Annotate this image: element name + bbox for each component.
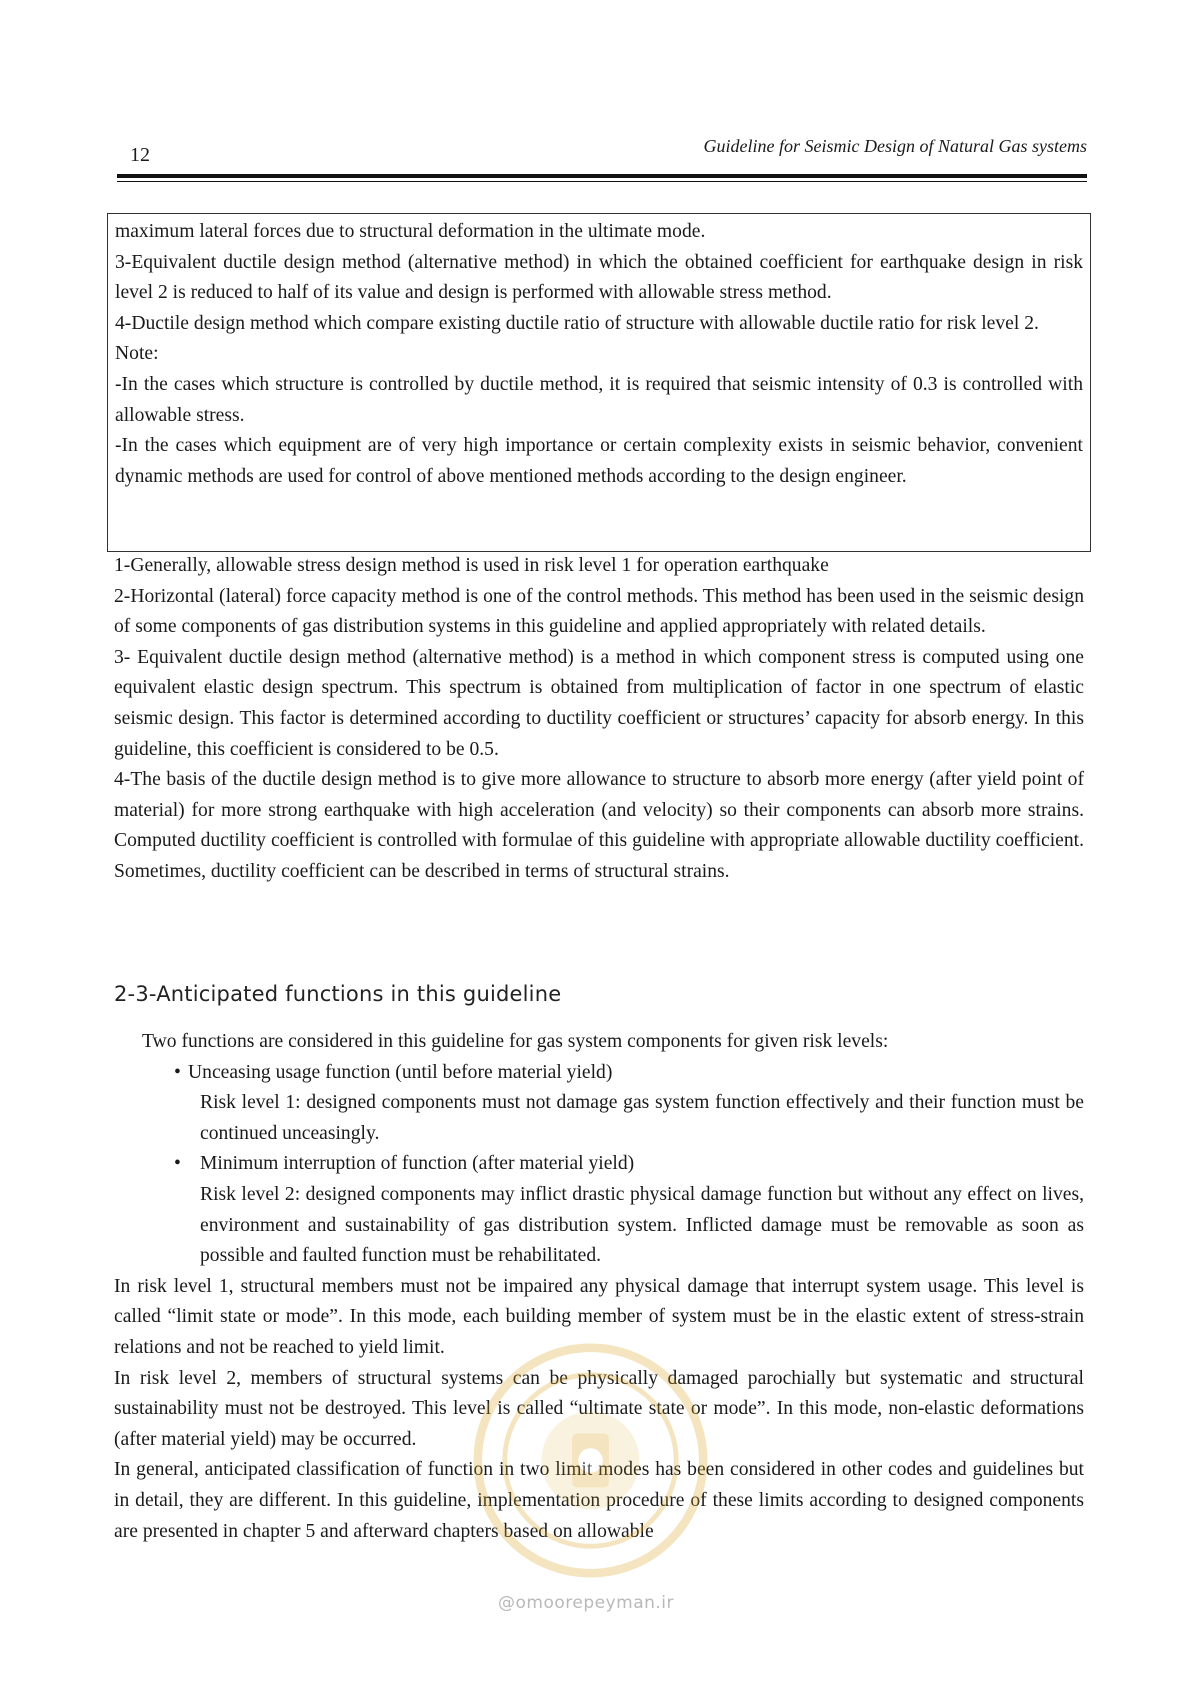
section-lead: Two functions are considered in this guideline for gas system components for given risk levels: <box>142 1031 889 1052</box>
boxed-line: 3-Equivalent ductile design method (alternative method) in which the obtained coefficient for earthquake design in risk level 2 is reduced to half of its value and design is performed with allowable stress method. <box>115 251 1083 304</box>
running-title: Guideline for Seismic Design of Natural Gas systems <box>703 136 1087 156</box>
bullet-icon: • <box>174 1061 181 1083</box>
method-paragraphs <box>114 551 1084 888</box>
paragraph: 2-Horizontal (lateral) force capacity method is one of the control methods. This method has been used in the seismic design of some components of gas distribution systems in this guideline and applied appropriately with related details. <box>114 585 1084 638</box>
boxed-line: maximum lateral forces due to structural deformation in the ultimate mode. <box>115 221 706 242</box>
paragraph: In risk level 1, structural members must not be impaired any physical damage that interrupt system usage. This level is called “limit state or mode”. In this mode, each building member of system must be in the elastic extent of stress-strain relations and not be reached to yield limit. <box>114 1275 1084 1358</box>
boxed-note-label: Note: <box>115 343 159 365</box>
paragraph: 3- Equivalent ductile design method (alternative method) is a method in which component stress is computed using one equivalent elastic design spectrum. This spectrum is obtained from multiplication of factor in one spectrum of elastic seismic design. This factor is determined according to ductility coefficient or structures’ capacity for absorb energy. In this guideline, this coefficient is considered to be 0.5. <box>114 646 1084 760</box>
header-rule-thin <box>117 181 1087 182</box>
paragraph: In risk level 2, members of structural systems can be physically damaged parochially but systematic and structural sustainability must not be destroyed. This level is called “ultimate state or mode”. In this mode, non-elastic deformations (after material yield) may be occurred. <box>114 1367 1084 1450</box>
section-heading: 2-3-Anticipated functions in this guideline <box>114 982 562 1006</box>
paragraph: 1-Generally, allowable stress design method is used in risk level 1 for operation earthquake <box>114 555 829 576</box>
functions-section <box>114 1027 1084 1547</box>
bullet-body: Risk level 2: designed components may inflict drastic physical damage function but without any effect on lives, environment and sustainability of gas distribution system. Inflicted damage must be removable as soon as possible and faulted function must be rehabilitated. <box>200 1183 1084 1267</box>
header-rule-thick <box>117 174 1087 178</box>
boxed-line: -In the cases which structure is controlled by ductile method, it is required that seismic intensity of 0.3 is controlled with allowable stress. <box>115 373 1083 426</box>
paragraph: 4-The basis of the ductile design method is to give more allowance to structure to absorb more energy (after yield point of material) for more strong earthquake with high acceleration (and velocity) so their components can absorb more strains. Computed ductility coefficient is controlled with formulae of this guideline with appropriate allowable ductility coefficient. Sometimes, ductility coefficient can be described in terms of structural strains. <box>114 769 1084 882</box>
page-number: 12 <box>130 144 150 166</box>
bullet-item <box>114 1058 1084 1089</box>
bullet-title: Unceasing usage function (until before material yield) <box>188 1061 613 1083</box>
bullet-title: Minimum interruption of function (after material yield) <box>200 1153 635 1175</box>
bullet-body: Risk level 1: designed components must not damage gas system function effectively and their function must be continued unceasingly. <box>200 1092 1084 1144</box>
watermark-text: @omoorepeyman.ir <box>498 1593 675 1613</box>
boxed-line: -In the cases which equipment are of very high importance or certain complexity exists in seismic behavior, convenient dynamic methods are used for control of above mentioned methods according to the design engineer. <box>115 435 1083 487</box>
bullet-icon: • <box>174 1153 181 1175</box>
paragraph: In general, anticipated classification of function in two limit modes has been considered in other codes and guidelines but in detail, they are different. In this guideline, implementation procedure of these limits according to designed components are presented in chapter 5 and afterward chapters based on allowable <box>114 1459 1084 1542</box>
boxed-line: 4-Ductile design method which compare existing ductile ratio of structure with allowable ductile ratio for risk level 2. <box>115 312 1039 334</box>
boxed-note <box>107 213 1091 552</box>
bullet-item <box>114 1149 1084 1180</box>
